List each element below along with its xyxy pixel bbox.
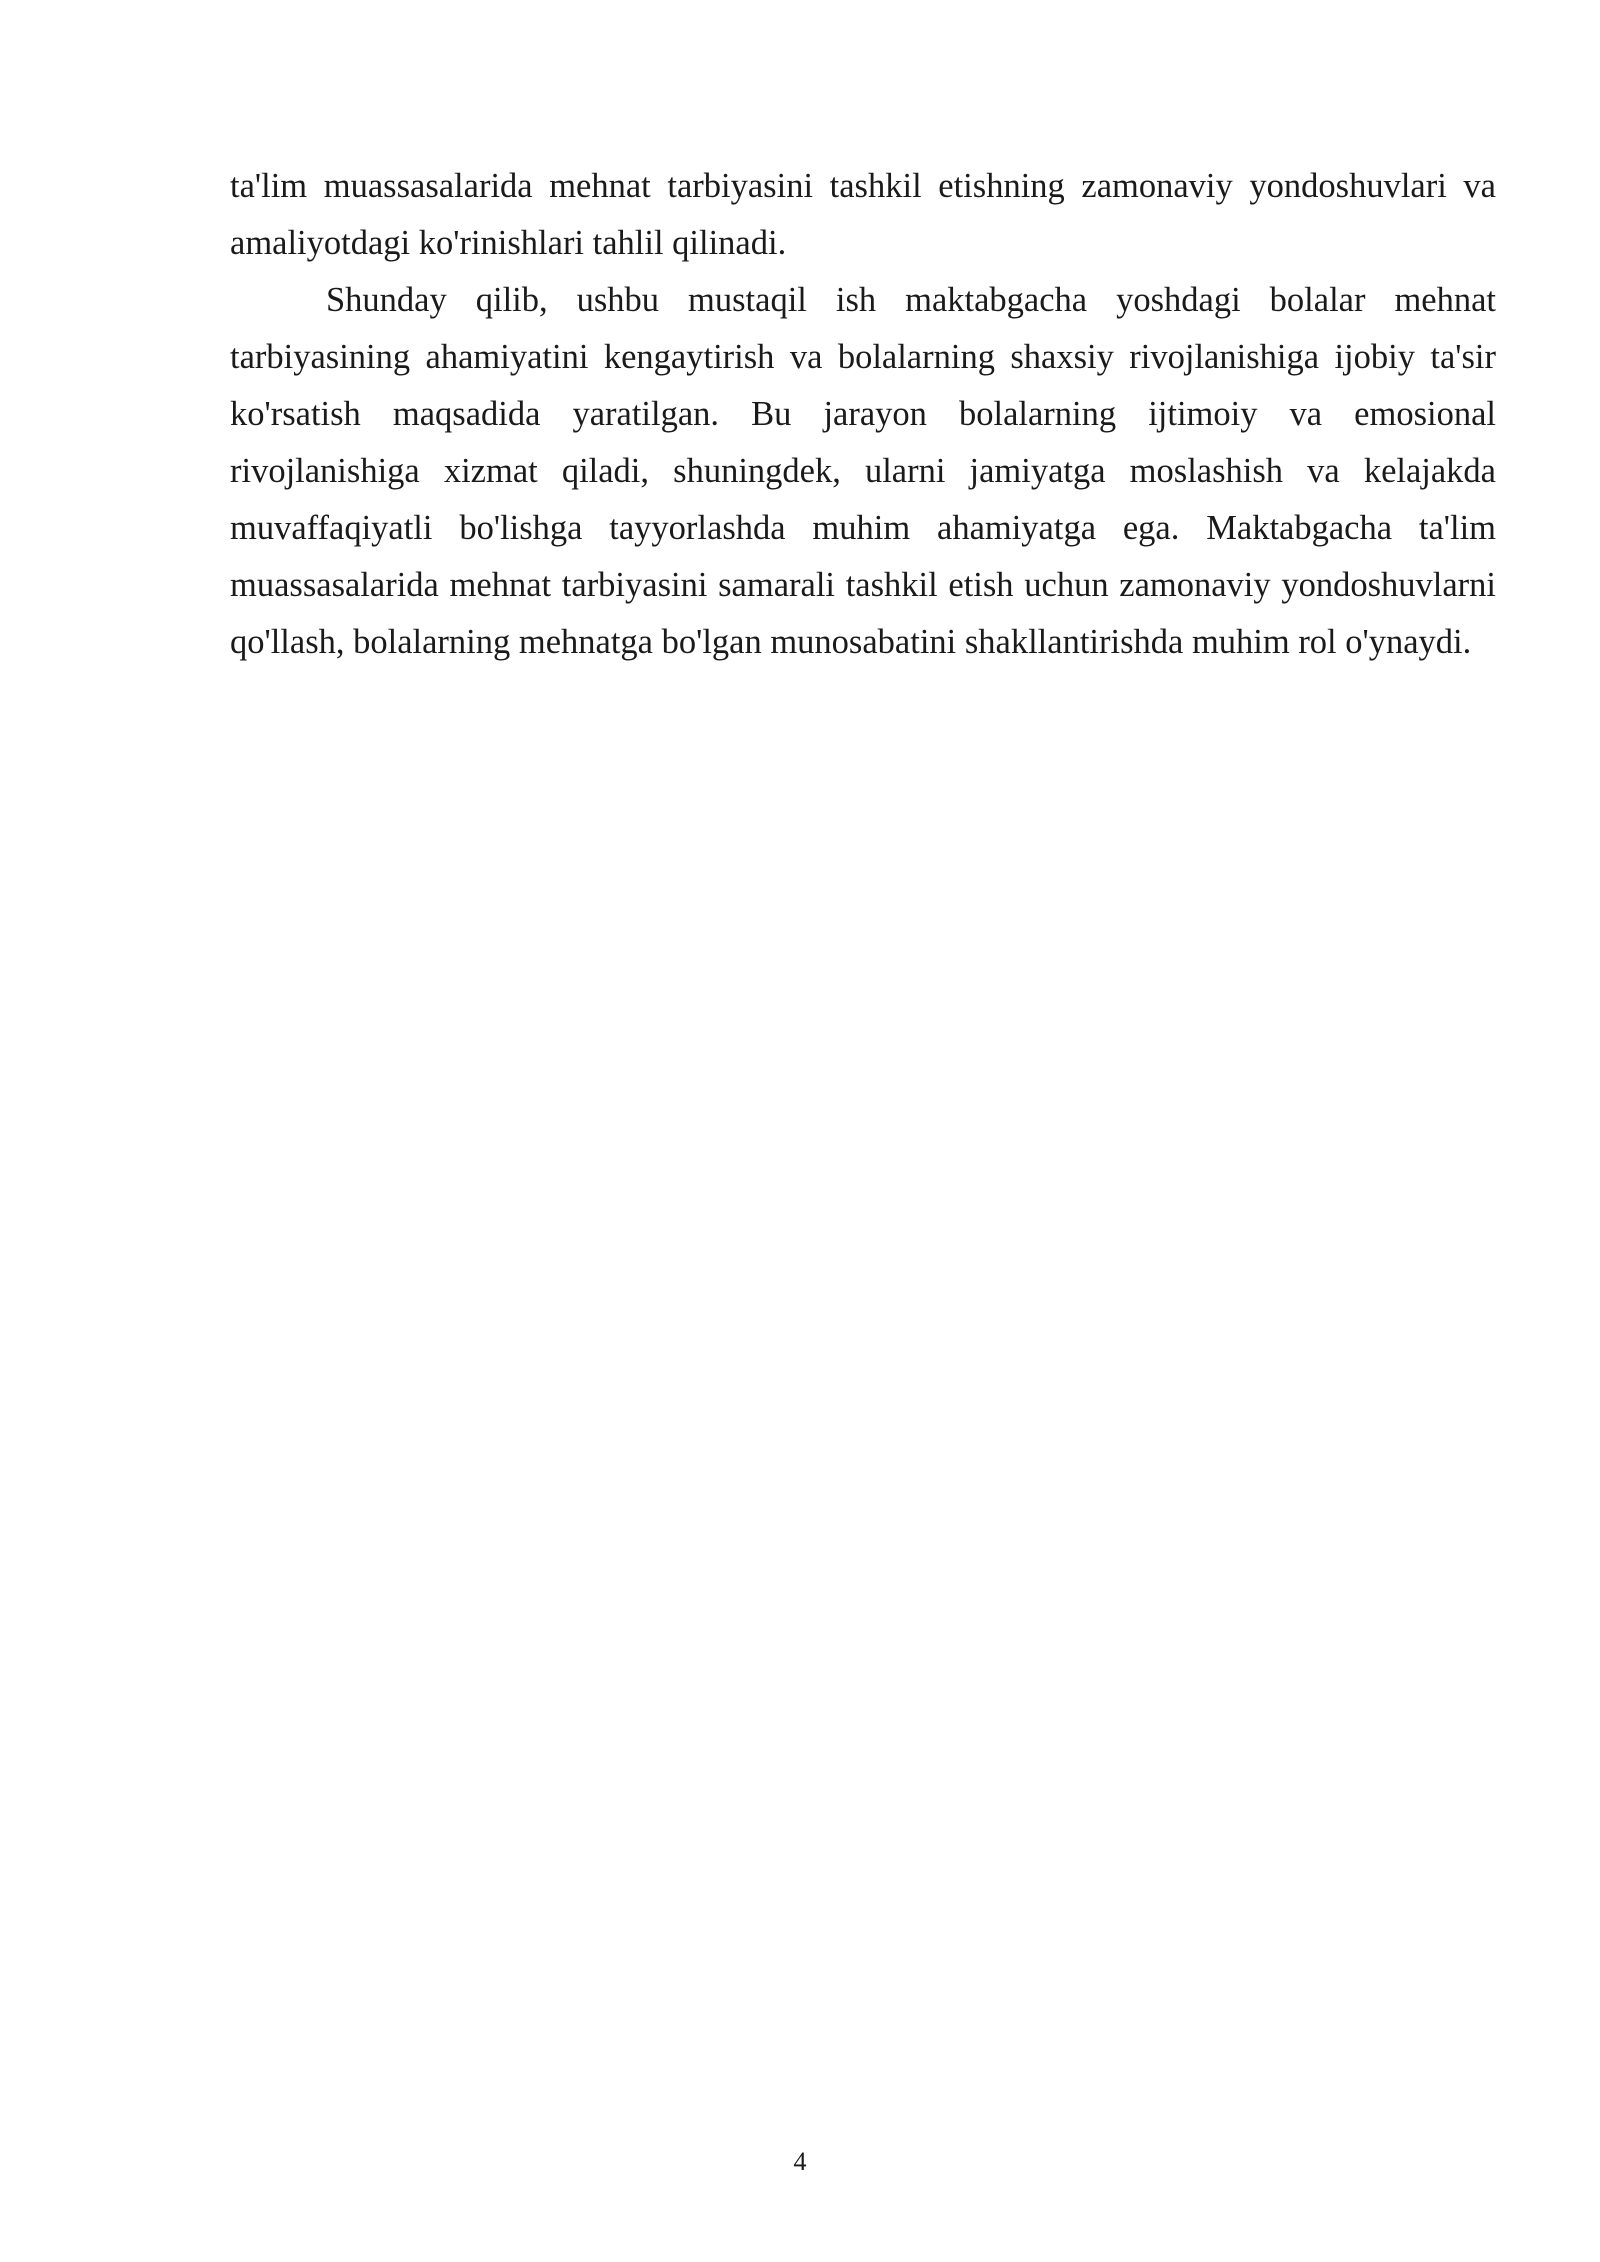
paragraph-conclusion: Shunday qilib, ushbu mustaqil ish maktabgacha yoshdagi bolalar mehnat tarbiyasining ahamiyatini kengaytirish va bolalarning shaxsiy rivojlanishiga ijobiy ta'sir ko'rsatish maqsadida yaratilgan. Bu jarayon bolalarning ijtimoiy va emosional rivojlanishiga xizmat qiladi, shuningdek, ularni jamiyatga moslashish va kelajakda muvaffaqiyatli bo'lishga tayyorlashda muhim ahamiyatga ega. Maktabgacha ta'lim muassasalarida mehnat tarbiyasini samarali tashkil etish uchun zamonaviy yondoshuvlarni qo'llash, bolalarning mehnatga bo'lgan munosabatini shakllantirishda muhim rol o'ynaydi. [230, 281, 1496, 661]
page-number: 4 [793, 2147, 807, 2176]
page-body [230, 158, 1496, 671]
paragraph-continuation: ta'lim muassasalarida mehnat tarbiyasini tashkil etishning zamonaviy yondoshuvlari va amaliyotdagi ko'rinishlari tahlil qilinadi. [230, 167, 1496, 262]
